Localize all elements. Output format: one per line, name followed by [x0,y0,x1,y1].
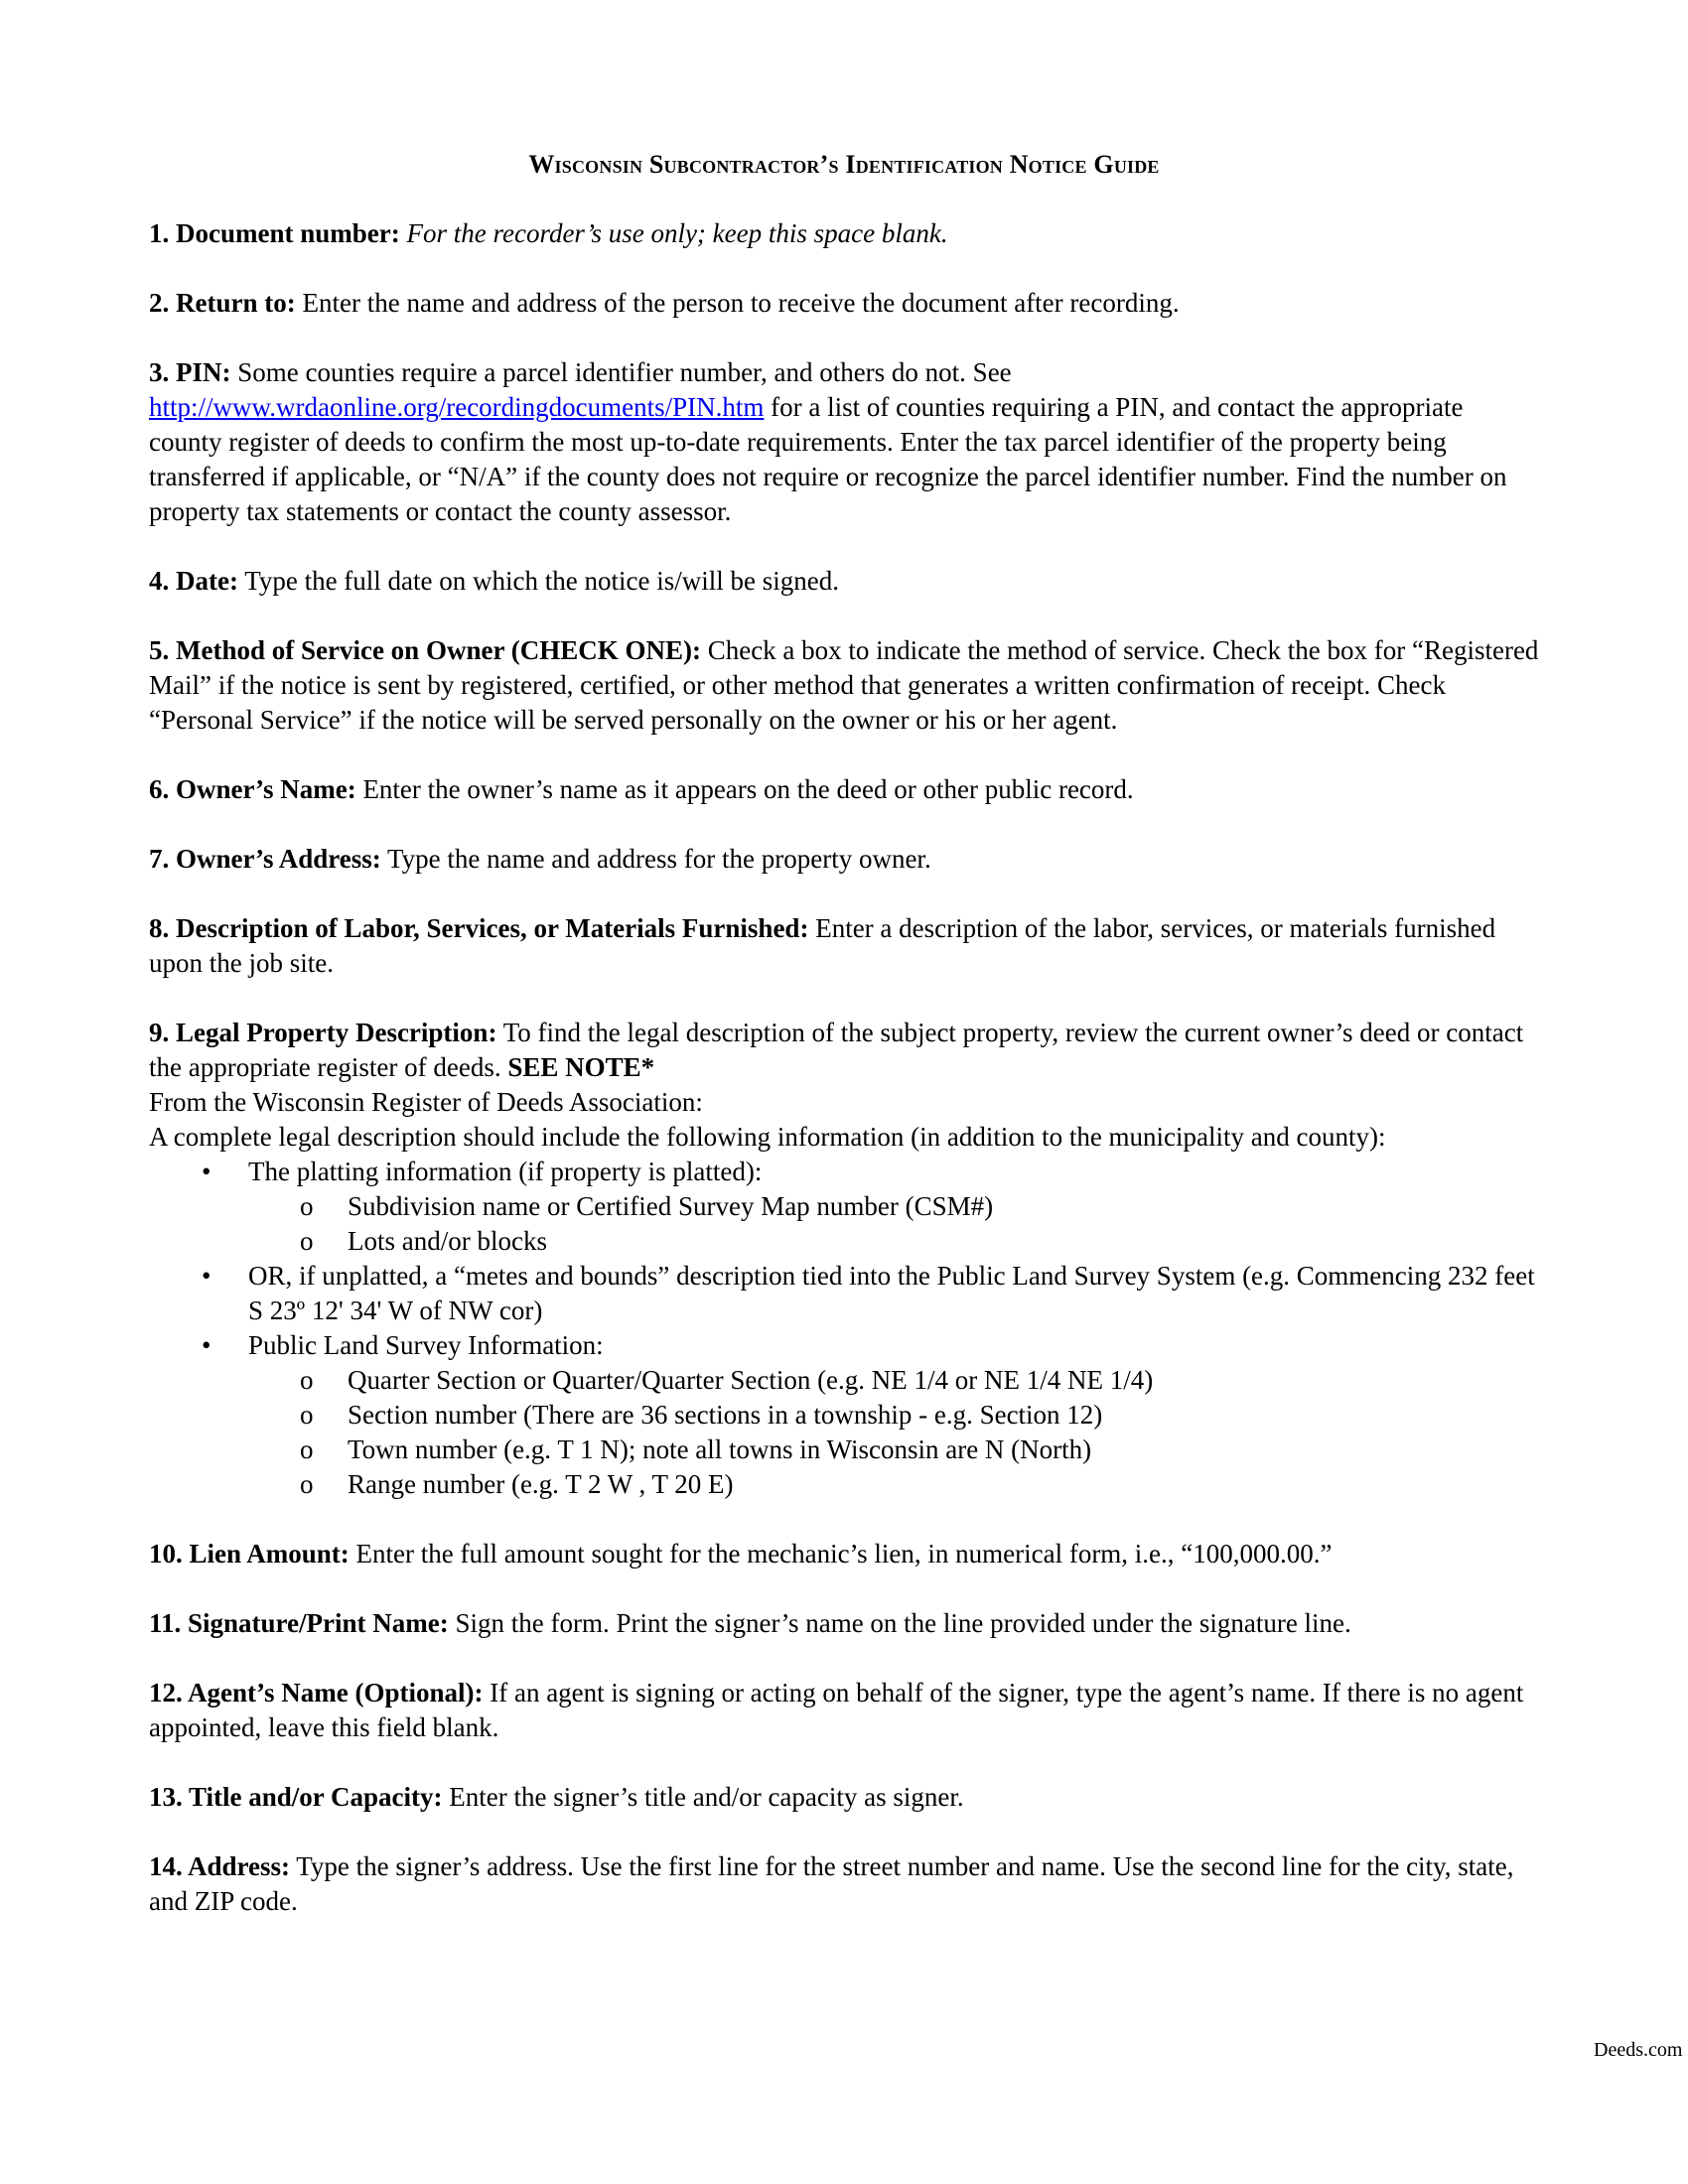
item-pin: 3. PIN: Some counties require a parcel identifier number, and others do not. See http://www.wrdaonline.org/recordingdocuments/PIN.htm for a list of counties requiring a PIN, and contact the appropriate county register of deeds to confirm the most up-to-date requirements. Enter the tax parcel identifier of the property being transferred if applicable, or “N/A” if the county does not require or recognize the parcel identifier number. Find the number on property tax statements or contact the county assessor. [149,357,1507,526]
item-owners-name: 6. Owner’s Name: Enter the owner’s name as it appears on the deed or other public record. [149,774,1134,804]
item-document-number: 1. Document number: For the recorder’s use only; keep this space blank. [149,218,948,248]
item-address: 14. Address: Type the signer’s address. Use the first line for the street number and name. Use the second line for the city, state, and ZIP code. [149,1851,1514,1916]
list-item: o Range number (e.g. T 2 W , T 20 E) [248,1467,1539,1502]
legal-description-source: From the Wisconsin Register of Deeds Association: [149,1087,703,1117]
list-item: o Lots and/or blocks [248,1224,1539,1259]
list-item: o Town number (e.g. T 1 N); note all towns in Wisconsin are N (North) [248,1433,1539,1467]
item-lien-amount: 10. Lien Amount: Enter the full amount sought for the mechanic’s lien, in numerical form, i.e., “100,000.00.” [149,1539,1333,1569]
list-item: • OR, if unplatted, a “metes and bounds” description tied into the Public Land Survey System (e.g. Commencing 232 feet S 23º 12' 34' W of NW cor) [149,1259,1539,1328]
item-description-of-labor: 8. Description of Labor, Services, or Materials Furnished: Enter a description of the labor, services, or materials furnished upon the job site. [149,913,1496,978]
list-item: • Public Land Survey Information: o Quarter Section or Quarter/Quarter Section (e.g. NE 1/4 or NE 1/4 NE 1/4) o Section number (There are 36 sections in a township - e.g. Section 12) o Town number (e.g. T 1 N); note all towns in Wisconsin are N (North) o Range number (e.g. T 2 W , T 20 E) [149,1328,1539,1502]
sub-list [248,1363,1539,1502]
item-owners-address: 7. Owner’s Address: Type the name and address for the property owner. [149,844,931,874]
legal-description-intro: A complete legal description should include the following information (in addition to the municipality and county): [149,1122,1386,1152]
sub-list [248,1189,1539,1259]
item-legal-description: 9. Legal Property Description: To find the legal description of the subject property, review the current owner’s deed or contact the appropriate register of deeds. SEE NOTE* [149,1018,1524,1082]
pin-link[interactable]: http://www.wrdaonline.org/recordingdocuments/PIN.htm [149,392,765,422]
item-agents-name: 12. Agent’s Name (Optional): If an agent is signing or acting on behalf of the signer, type the agent’s name. If there is no agent appointed, leave this field blank. [149,1678,1524,1742]
document-body [149,216,1539,1954]
item-return-to: 2. Return to: Enter the name and address of the person to receive the document after recording. [149,288,1180,318]
list-item: • The platting information (if property is platted): o Subdivision name or Certified Survey Map number (CSM#) o Lots and/or blocks [149,1155,1539,1259]
footer-brand: Deeds.com [1594,2039,1683,2061]
list-item: o Section number (There are 36 sections in a township - e.g. Section 12) [248,1398,1539,1433]
legal-description-list [149,1155,1539,1502]
list-item: o Subdivision name or Certified Survey Map number (CSM#) [248,1189,1539,1224]
item-date: 4. Date: Type the full date on which the notice is/will be signed. [149,566,839,596]
item-method-of-service: 5. Method of Service on Owner (CHECK ONE): Check a box to indicate the method of service. Check the box for “Registered Mail” if the notice is sent by registered, certified, or other method that generates a written confirmation of receipt. Check “Personal Service” if the notice will be served personally on the owner or his or her agent. [149,635,1539,735]
item-title-capacity: 13. Title and/or Capacity: Enter the signer’s title and/or capacity as signer. [149,1782,964,1812]
list-item: o Quarter Section or Quarter/Quarter Section (e.g. NE 1/4 or NE 1/4 NE 1/4) [248,1363,1539,1398]
page-title: Wisconsin Subcontractor’s Identification Notice Guide [528,150,1160,179]
item-signature: 11. Signature/Print Name: Sign the form. Print the signer’s name on the line provided under the signature line. [149,1608,1351,1638]
